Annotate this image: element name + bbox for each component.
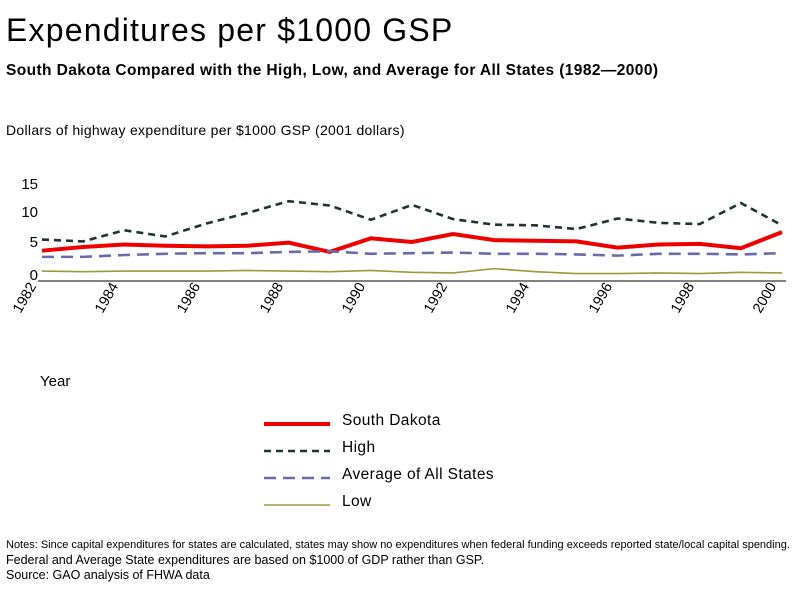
x-axis-title: Year bbox=[40, 373, 71, 390]
y-tick-15: 15 bbox=[21, 176, 38, 193]
x-tick-label: 1990 bbox=[339, 280, 370, 316]
x-tick-label: 1986 bbox=[174, 280, 205, 316]
x-axis-tick-labels bbox=[0, 280, 800, 360]
page-title: Expenditures per $1000 GSP bbox=[6, 12, 454, 48]
footnote-line-2: Federal and Average State expenditures are based on $1000 of GDP rather than GSP. bbox=[6, 553, 485, 567]
y-axis-description: Dollars of highway expenditure per $1000 GSP (2001 dollars) bbox=[6, 122, 405, 138]
legend-item[interactable] bbox=[262, 439, 682, 466]
y-tick-0: 0 bbox=[29, 267, 38, 284]
legend-swatch bbox=[262, 495, 332, 515]
legend-label: Low bbox=[342, 493, 372, 510]
series-line bbox=[42, 269, 782, 274]
y-tick-10: 10 bbox=[21, 204, 38, 221]
x-tick-label: 1988 bbox=[256, 280, 287, 316]
x-tick-label: 1996 bbox=[585, 280, 616, 316]
legend-item[interactable] bbox=[262, 466, 682, 493]
legend-swatch bbox=[262, 468, 332, 488]
legend-swatch bbox=[262, 441, 332, 461]
x-tick-label: 1984 bbox=[92, 280, 123, 316]
footnote-line-3: Source: GAO analysis of FHWA data bbox=[6, 568, 210, 582]
x-tick-label: 1994 bbox=[503, 280, 534, 316]
x-tick-label: 1998 bbox=[667, 280, 698, 316]
legend-item[interactable] bbox=[262, 493, 682, 520]
chart-legend bbox=[262, 412, 682, 520]
legend-label: High bbox=[342, 439, 376, 456]
x-tick-label: 1982 bbox=[10, 280, 41, 316]
legend-label: Average of All States bbox=[342, 466, 495, 483]
footnote-line-1: Notes: Since capital expenditures for states are calculated, states may show no expenditures when federal funding exceeds reported state/local capital spending. bbox=[6, 539, 790, 551]
legend-label: South Dakota bbox=[342, 412, 441, 429]
x-tick-label: 1992 bbox=[421, 280, 452, 316]
y-tick-5: 5 bbox=[29, 234, 38, 251]
legend-swatch bbox=[262, 414, 332, 434]
x-tick-label: 2000 bbox=[750, 280, 781, 316]
page-subtitle: South Dakota Compared with the High, Low, and Average for All States (1982—2000) bbox=[6, 62, 659, 79]
footnotes bbox=[6, 538, 796, 583]
legend-item[interactable] bbox=[262, 412, 682, 439]
series-line bbox=[42, 251, 782, 257]
series-line bbox=[42, 201, 782, 241]
